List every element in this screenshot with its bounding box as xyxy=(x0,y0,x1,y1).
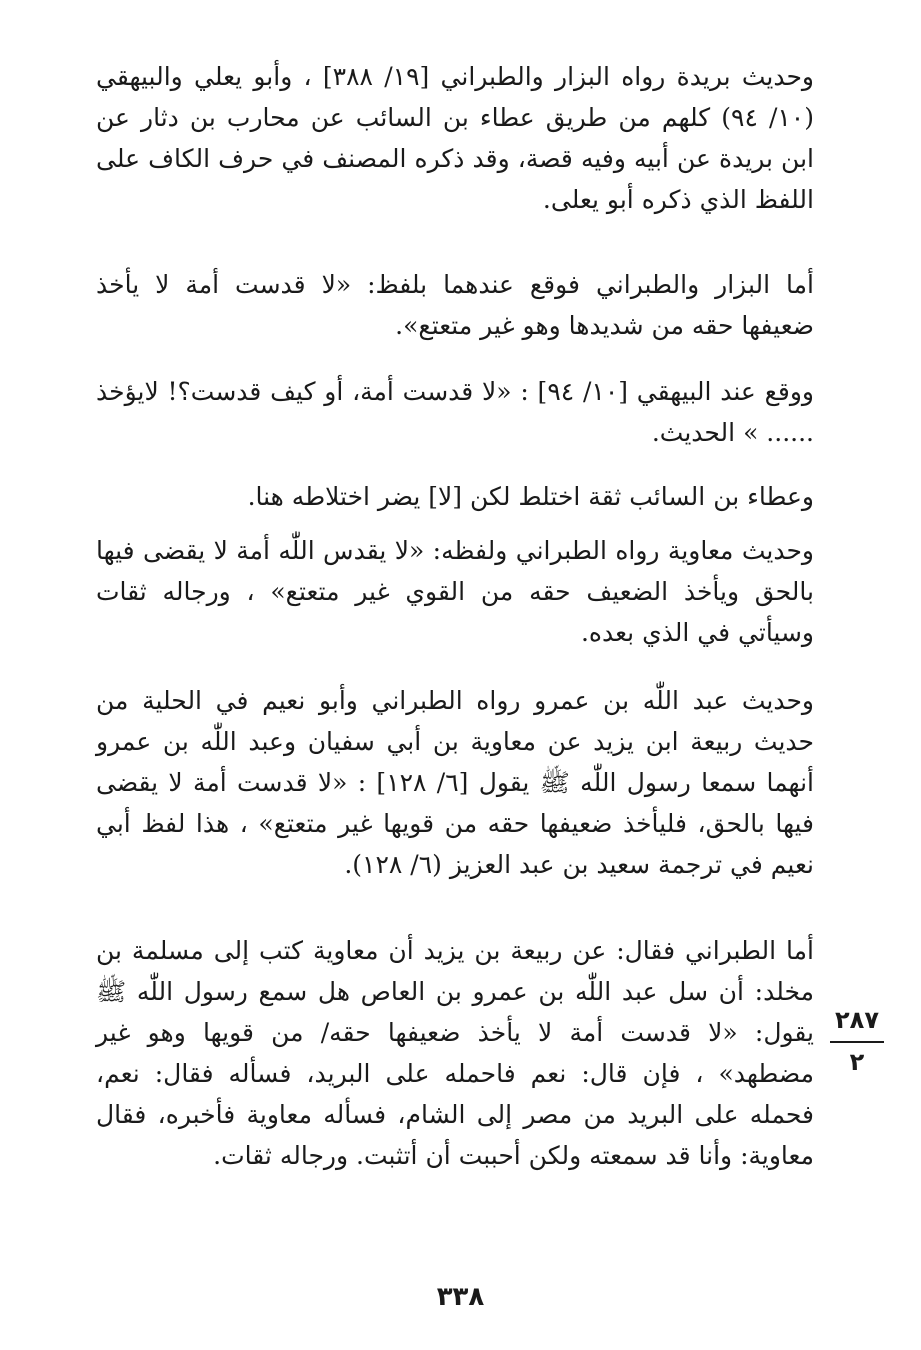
margin-reference-top: ٢٨٧ xyxy=(835,1006,879,1034)
margin-reference-divider xyxy=(830,1041,884,1043)
paragraph-bazzar-tabarani-wording: أما البزار والطبراني فوقع عندهما بلفظ: «لا قدست أمة لا يأخذ ضعيفها حقه من شديدها وهو غير متعتع». xyxy=(96,270,814,340)
margin-reference-bottom: ٢ xyxy=(849,1048,865,1076)
margin-reference-note xyxy=(830,1005,884,1077)
paragraph-tabarani-narration: أما الطبراني فقال: عن ربيعة بن يزيد أن معاوية كتب إلى مسلمة بن مخلد: أن سل عبد اللّٰه بن عمرو بن العاص هل سمع رسول اللّٰه ﷺ يقول: «لا قدست أمة لا يأخذ ضعيفها حقه/ من قويها وهو غير مضطهد» ، فإن قال: نعم فاحمله على البريد، فسأله فقال: نعم، فحمله على البريد من مصر إلى الشام، فسأله معاوية فأخبره، فقال معاوية: وأنا قد سمعته ولكن أحببت أن أتثبت. ورجاله ثقات. xyxy=(96,936,814,1170)
page-number: ٣٣٨ xyxy=(436,1282,485,1312)
paragraph-buraydah-hadith: وحديث بريدة رواه البزار والطبراني [١٩/ ٣٨٨] ، وأبو يعلي والبيهقي (١٠/ ٩٤) كلهم من طريق عطاء بن السائب عن محارب بن دثار عن ابن بريدة عن أبيه وفيه قصة، وقد ذكره المصنف في حرف الكاف على اللفظ الذي ذكره أبو يعلى. xyxy=(96,62,814,214)
paragraph-ata-narrator-note: وعطاء بن السائب ثقة اختلط لكن [لا] يضر اختلاطه هنا. xyxy=(247,482,814,511)
paragraph-muawiyah-hadith: وحديث معاوية رواه الطبراني ولفظه: «لا يقدس اللّٰه أمة لا يقضى فيها بالحق ويأخذ الضعيف حقه من القوي غير متعتع» ، ورجاله ثقات وسيأتي في الذي بعده. xyxy=(96,536,814,647)
paragraph-bayhaqi-wording: ووقع عند البيهقي [١٠/ ٩٤] : «لا قدست أمة، أو كيف قدست؟! لايؤخذ ...... » الحديث. xyxy=(96,377,814,447)
paragraph-abdullah-ibn-amr-hadith: وحديث عبد اللّٰه بن عمرو رواه الطبراني وأبو نعيم في الحلية من حديث ربيعة ابن يزيد عن معاوية بن أبي سفيان وعبد اللّٰه بن عمرو أنهما سمعا رسول اللّٰه ﷺ يقول [٦/ ١٢٨] : «لا قدست أمة لا يقضى فيها بالحق، فليأخذ ضعيفها حقه من قويها غير متعتع» ، هذا لفظ أبي نعيم في ترجمة سعيد بن عبد العزيز (٦/ ١٢٨). xyxy=(96,686,814,879)
